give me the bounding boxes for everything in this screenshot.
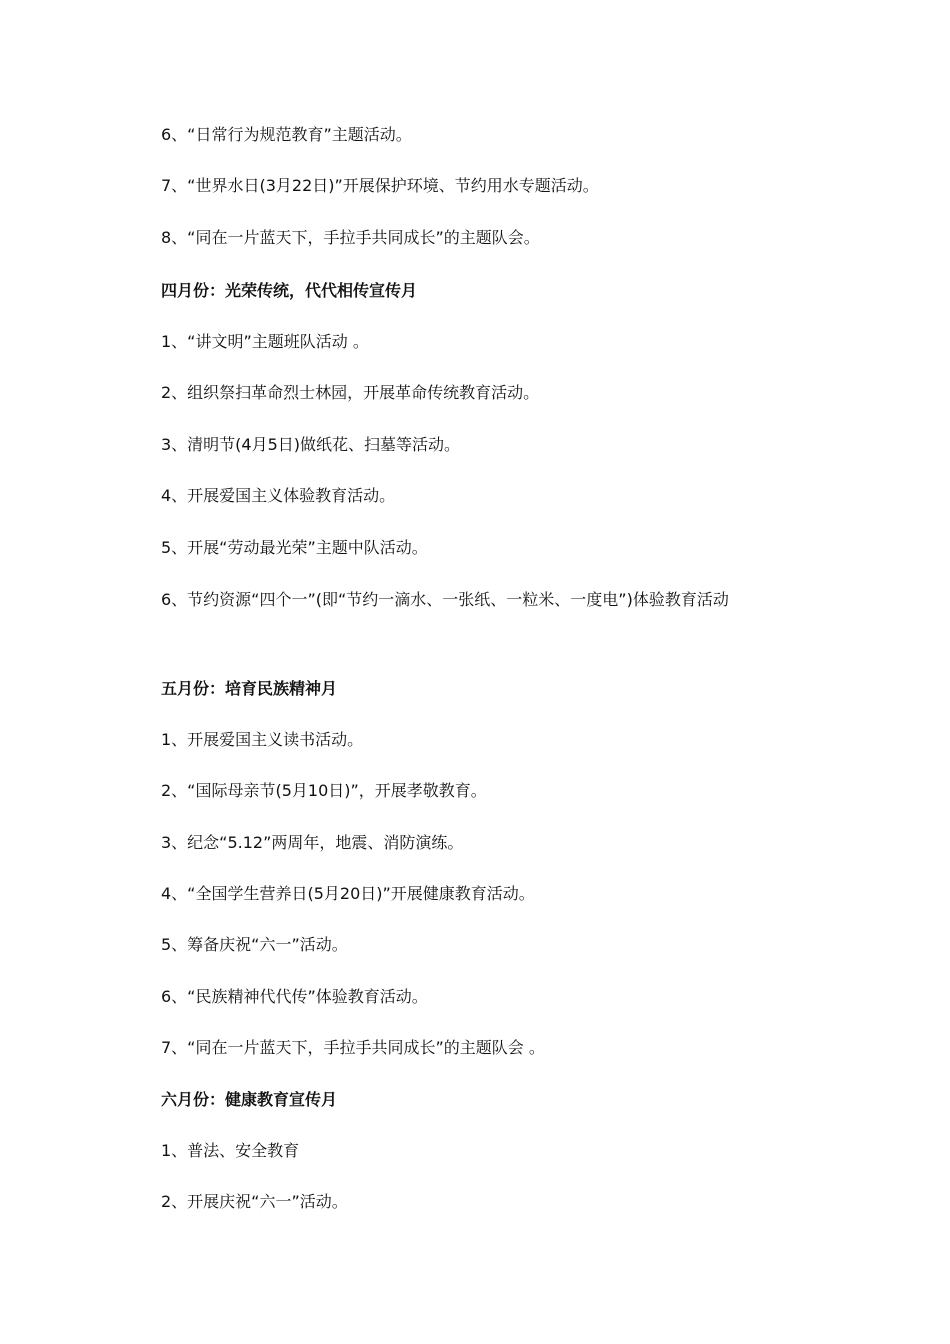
list-item: 2、“国际母亲节(5月10日)”，开展孝敬教育。	[161, 781, 487, 800]
list-item: 8、“同在一片蓝天下，手拉手共同成长”的主题队会。	[161, 228, 540, 247]
list-item: 2、组织祭扫革命烈士林园，开展革命传统教育活动。	[161, 383, 540, 402]
list-item: 6、节约资源“四个一”(即“节约一滴水、一张纸、一粒米、一度电”)体验教育活动	[161, 590, 729, 609]
list-item: 7、“同在一片蓝天下，手拉手共同成长”的主题队会 。	[161, 1038, 545, 1057]
list-item: 5、筹备庆祝“六一”活动。	[161, 935, 348, 954]
section-heading-april: 四月份：光荣传统，代代相传宣传月	[161, 281, 418, 300]
list-item: 7、“世界水日(3月22日)”开展保护环境、节约用水专题活动。	[161, 176, 599, 195]
list-item: 4、开展爱国主义体验教育活动。	[161, 486, 396, 505]
list-item: 1、开展爱国主义读书活动。	[161, 730, 364, 749]
section-heading-june: 六月份：健康教育宣传月	[161, 1090, 338, 1109]
list-item: 5、开展“劳动最光荣”主题中队活动。	[161, 538, 428, 557]
list-item: 6、“民族精神代代传”体验教育活动。	[161, 987, 428, 1006]
list-item: 6、“日常行为规范教育”主题活动。	[161, 125, 412, 144]
section-heading-may: 五月份：培育民族精神月	[161, 679, 338, 698]
list-item: 4、“全国学生营养日(5月20日)”开展健康教育活动。	[161, 884, 535, 903]
list-item: 1、普法、安全教育	[161, 1141, 300, 1160]
list-item: 2、开展庆祝“六一”活动。	[161, 1192, 348, 1211]
list-item: 3、纪念“5.12”两周年，地震、消防演练。	[161, 833, 464, 852]
list-item: 3、清明节(4月5日)做纸花、扫墓等活动。	[161, 435, 461, 454]
list-item: 1、“讲文明”主题班队活动 。	[161, 332, 369, 351]
